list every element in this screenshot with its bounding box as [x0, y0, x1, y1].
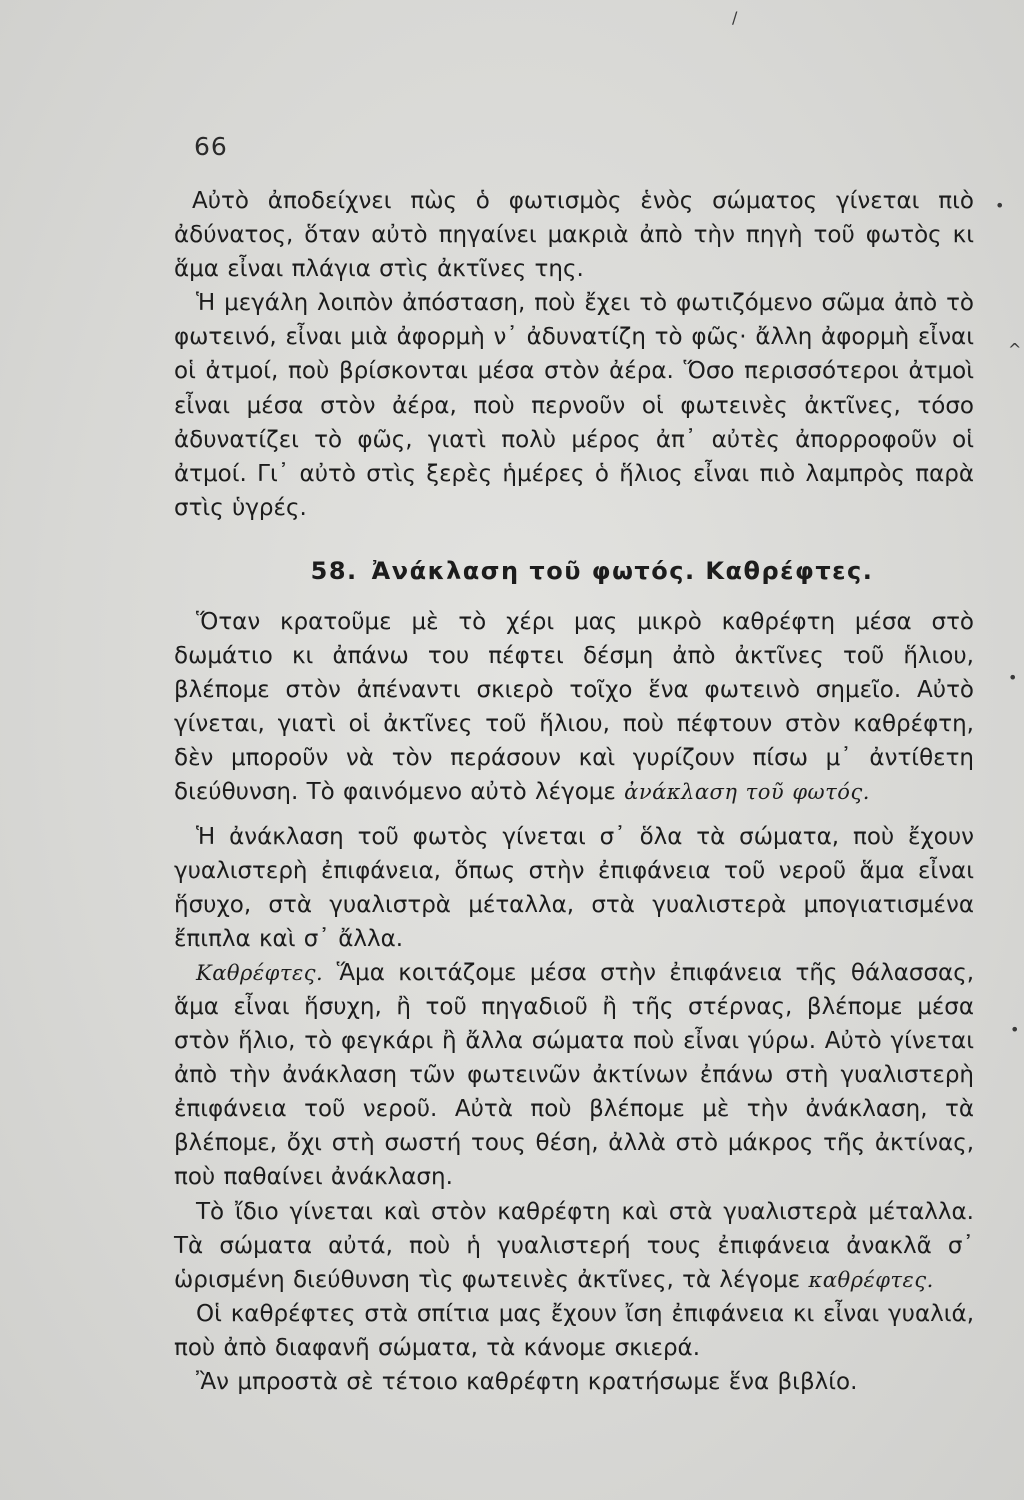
section-paragraph-3-text: Ἅμα κοιτάζομε μέσα στὴν ἐπιφάνεια τῆς θάλασσας, ἅμα εἶναι ἥσυχη, ἢ τοῦ πηγαδιοῦ ἢ τῆς στέρνας, βλέπομε μέσα στὸν ἥλιο, τὸ φεγκάρι ἢ ἄλλα σώματα ποὺ εἶναι γύρω. Αὐτὸ γίνεται ἀπὸ τὴν ἀνάκλαση τῶν φωτεινῶν ἀκτίνων ἐπάνω στὴ γυαλιστερὴ ἐπιφάνεια τοῦ νεροῦ. Αὐτὰ ποὺ βλέπομε μὲ τὴν ἀνάκλαση, τὰ βλέπομε, ὄχι στὴ σωστή τους θέση, ἀλλὰ στὸ μάκρος τῆς ἀκτίνας, ποὺ παθαίνει ἀνάκλαση. — [174, 959, 975, 1191]
margin-speck: • — [1008, 668, 1018, 687]
section-title: Ἀνάκλαση τοῦ φωτός. Καθρέφτες. — [371, 556, 874, 585]
section-paragraph-4-text: Τὸ ἴδιο γίνεται καὶ στὸν καθρέφτη καὶ στὰ γυαλιστερὰ μέταλλα. Τὰ σώματα αὐτά, ποὺ ἡ γυαλιστερή τους ἐπιφάνεια ἀνακλᾶ σ᾽ ὡρισμένη διεύθυνση τὶς φωτεινὲς ἀκτῖνες, τὰ λέγομε — [174, 1198, 974, 1293]
margin-speck: / — [732, 8, 738, 27]
page-number: 66 — [194, 132, 228, 161]
paragraph-2: Ἡ μεγάλη λοιπὸν ἀπόσταση, ποὺ ἔχει τὸ φωτιζόμενο σῶμα ἀπὸ τὸ φωτεινό, εἶναι μιὰ ἀφορμὴ ν᾽ ἀδυνατίζη τὸ φῶς· ἄλλη ἀφορμὴ εἶναι οἱ ἀτμοί, ποὺ βρίσκονται μέσα στὸν ἀέρα. Ὅσο περισσότεροι ἀτμοὶ εἶναι μέσα στὸν ἀέρα, ποὺ περνοῦν οἱ φωτεινὲς ἀκτῖνες, τόσο ἀδυνατίζει τὸ φῶς, γιατὶ πολὺ μέρος ἀπ᾽ αὐτὲς ἀπορροφοῦν οἱ ἀτμοί. Γι᾽ αὐτὸ στὶς ξερὲς ἡμέρες ὁ ἥλιος εἶναι πιὸ λαμπρὸς παρὰ στὶς ὑγρές. — [174, 290, 974, 521]
margin-speck: • — [995, 196, 1005, 215]
section-heading — [174, 557, 974, 585]
section-number: 58. — [310, 556, 358, 585]
section-paragraph-3 — [174, 956, 974, 1195]
section-paragraph-5: Οἱ καθρέφτες στὰ σπίτια μας ἔχουν ἴση ἐπιφάνεια κι εἶναι γυαλιά, ποὺ ἀπὸ διαφανῆ σώματα, τὰ κάνομε σκιερά. — [174, 1300, 974, 1361]
term-mirrors-2: καθρέφτες. — [808, 1267, 934, 1292]
term-mirrors: Καθρέφτες. — [196, 960, 324, 985]
margin-speck: • — [1010, 1020, 1020, 1039]
margin-speck: ^ — [1008, 340, 1022, 359]
section-paragraph-6: Ἂν μπροστὰ σὲ τέτοιο καθρέφτη κρατήσωμε ἕνα βιβλίο. — [196, 1369, 858, 1395]
term-reflection: ἀνάκλαση τοῦ φωτός. — [624, 780, 870, 805]
section-paragraph-2: Ἡ ἀνάκλαση τοῦ φωτὸς γίνεται σ᾽ ὅλα τὰ σώματα, ποὺ ἔχουν γυαλιστερὴ ἐπιφάνεια, ὅπως στὴν ἐπιφάνεια τοῦ νεροῦ ἅμα εἶναι ἥσυχο, στὰ γυαλιστρὰ μέταλλα, στὰ γυαλιστερὰ μπογιατισμένα ἔπιπλα καὶ σ᾽ ἄλλα. — [174, 823, 974, 952]
page-body — [174, 184, 974, 1399]
section-paragraph-4 — [174, 1195, 974, 1297]
section-paragraph-1-text: Ὅταν κρατοῦμε μὲ τὸ χέρι μας μικρὸ καθρέφτη μέσα στὸ δωμάτιο κι ἀπάνω του πέφτει δέσμη ἀπὸ ἀκτῖνες τοῦ ἥλιου, βλέπομε στὸν ἀπέναντι σκιερὸ τοῖχο ἕνα φωτεινὸ σημεῖο. Αὐτὸ γίνεται, γιατὶ οἱ ἀκτῖνες τοῦ ἥλιου, ποὺ πέφτουν στὸν καθρέφτη, δὲν μποροῦν νὰ τὸν περάσουν καὶ γυρίζουν πίσω μ᾽ ἀντίθετη διεύθυνση. Τὸ φαινόμενο αὐτὸ λέγομε — [174, 608, 974, 806]
paragraph-1: Αὐτὸ ἀποδείχνει πὼς ὁ φωτισμὸς ἑνὸς σώματος γίνεται πιὸ ἀδύνατος, ὅταν αὐτὸ πηγαίνει μακριὰ ἀπὸ τὴν πηγὴ τοῦ φωτὸς κι ἅμα εἶναι πλάγια στὶς ἀκτῖνες της. — [174, 188, 974, 283]
section-paragraph-1 — [174, 605, 974, 810]
